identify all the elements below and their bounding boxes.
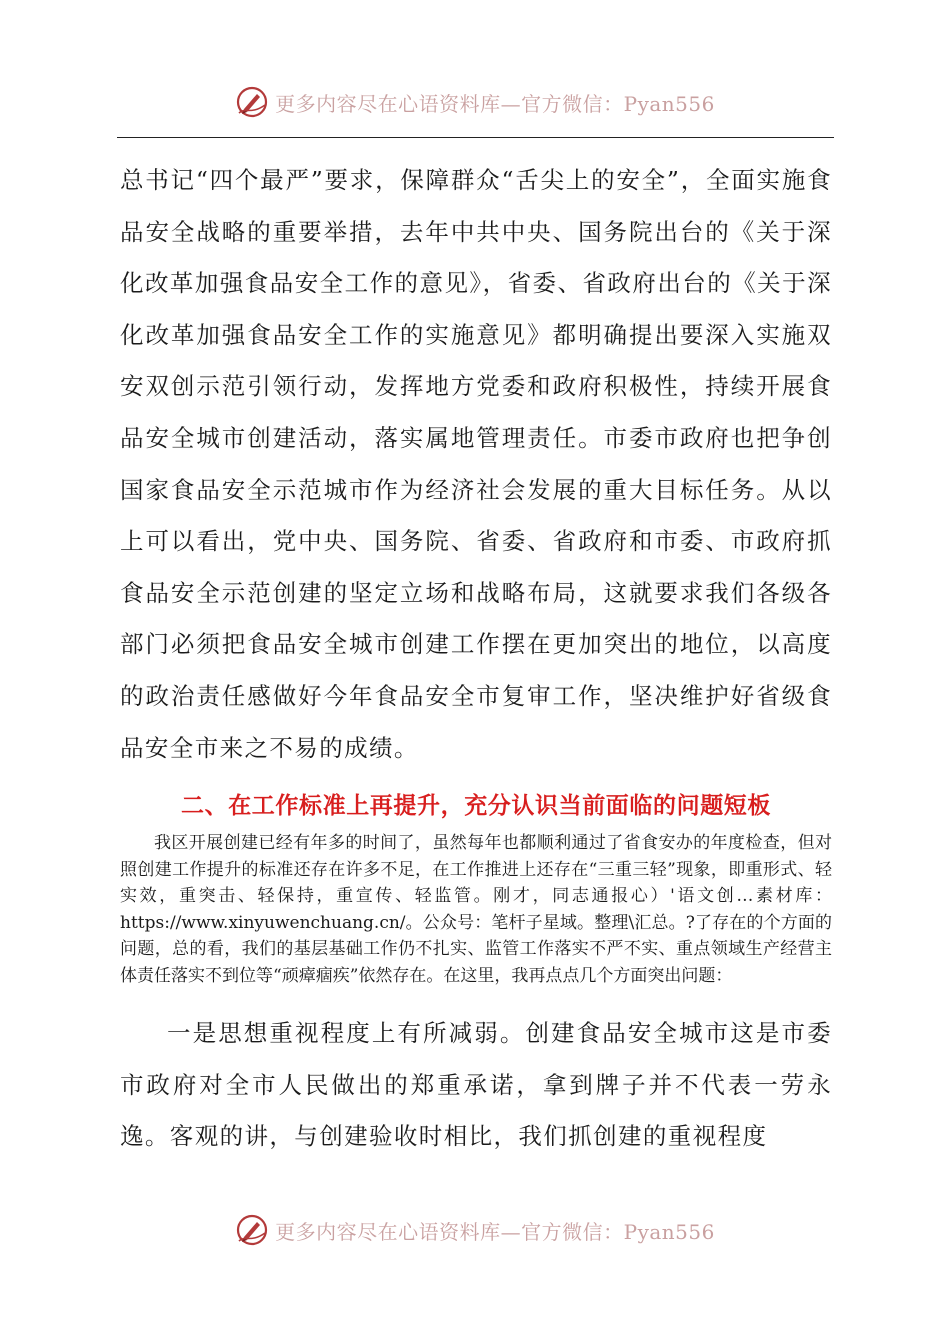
header-banner <box>0 82 950 122</box>
pen-circle-logo-icon <box>235 1213 269 1247</box>
header-divider <box>117 137 834 138</box>
body-paragraph-2: 我区开展创建已经有年多的时间了，虽然每年也都顺利通过了省食安办的年度检查，但对照创建工作提升的标准还存在许多不足，在工作推进上还存在“三重三轻”现象，即重形式、轻实效，重突击、轻保持，重宣传、轻监管。刚才，同志通报心）'语文创…素材库：https://www.xinyuwenchuang.cn/。公众号：笔杆子星域。整理\汇总。?了存在的个方面的问题，总的看，我们的基层基础工作仍不扎实、监管工作落实不严不实、重点领域生产经营主体责任落实不到位等“顽瘴痼疾”依然存在。在这里，我再点点几个方面突出问题： <box>120 833 832 986</box>
pen-circle-logo-icon <box>235 85 269 119</box>
footer-banner-text: 更多内容尽在心语资料库—官方微信：Pyan556 <box>275 1219 715 1244</box>
footer-banner <box>0 1210 950 1250</box>
body-paragraph-1: 总书记“四个最严”要求，保障群众“舌尖上的安全”，全面实施食品安全战略的重要举措，去年中共中央、国务院出台的《关于深化改革加强食品安全工作的意见》，省委、省政府出台的《关于深化改革加强食品安全工作的实施意见》都明确提出要深入实施双安双创示范引领行动，发挥地方党委和政府积极性，持续开展食品安全城市创建活动，落实属地管理责任。市委市政府也把争创国家食品安全示范城市作为经济社会发展的重大目标任务。从以上可以看出，党中央、国务院、省委、省政府和市委、市政府抓食品安全示范创建的坚定立场和战略布局，这就要求我们各级各部门必须把食品安全城市创建工作摆在更加突出的地位，以高度的政治责任感做好今年食品安全市复审工作，坚决维护好省级食品安全市来之不易的成绩。 <box>120 166 832 762</box>
body-paragraph-3: 一是思想重视程度上有所减弱。创建食品安全城市这是市委市政府对全市人民做出的郑重承诺，拿到牌子并不代表一劳永逸。客观的讲，与创建验收时相比，我们抓创建的重视程度 <box>120 1019 832 1151</box>
header-banner-text: 更多内容尽在心语资料库—官方微信：Pyan556 <box>275 91 715 116</box>
section-heading: 二、在工作标准上再提升，充分认识当前面临的问题短板 <box>181 793 771 819</box>
